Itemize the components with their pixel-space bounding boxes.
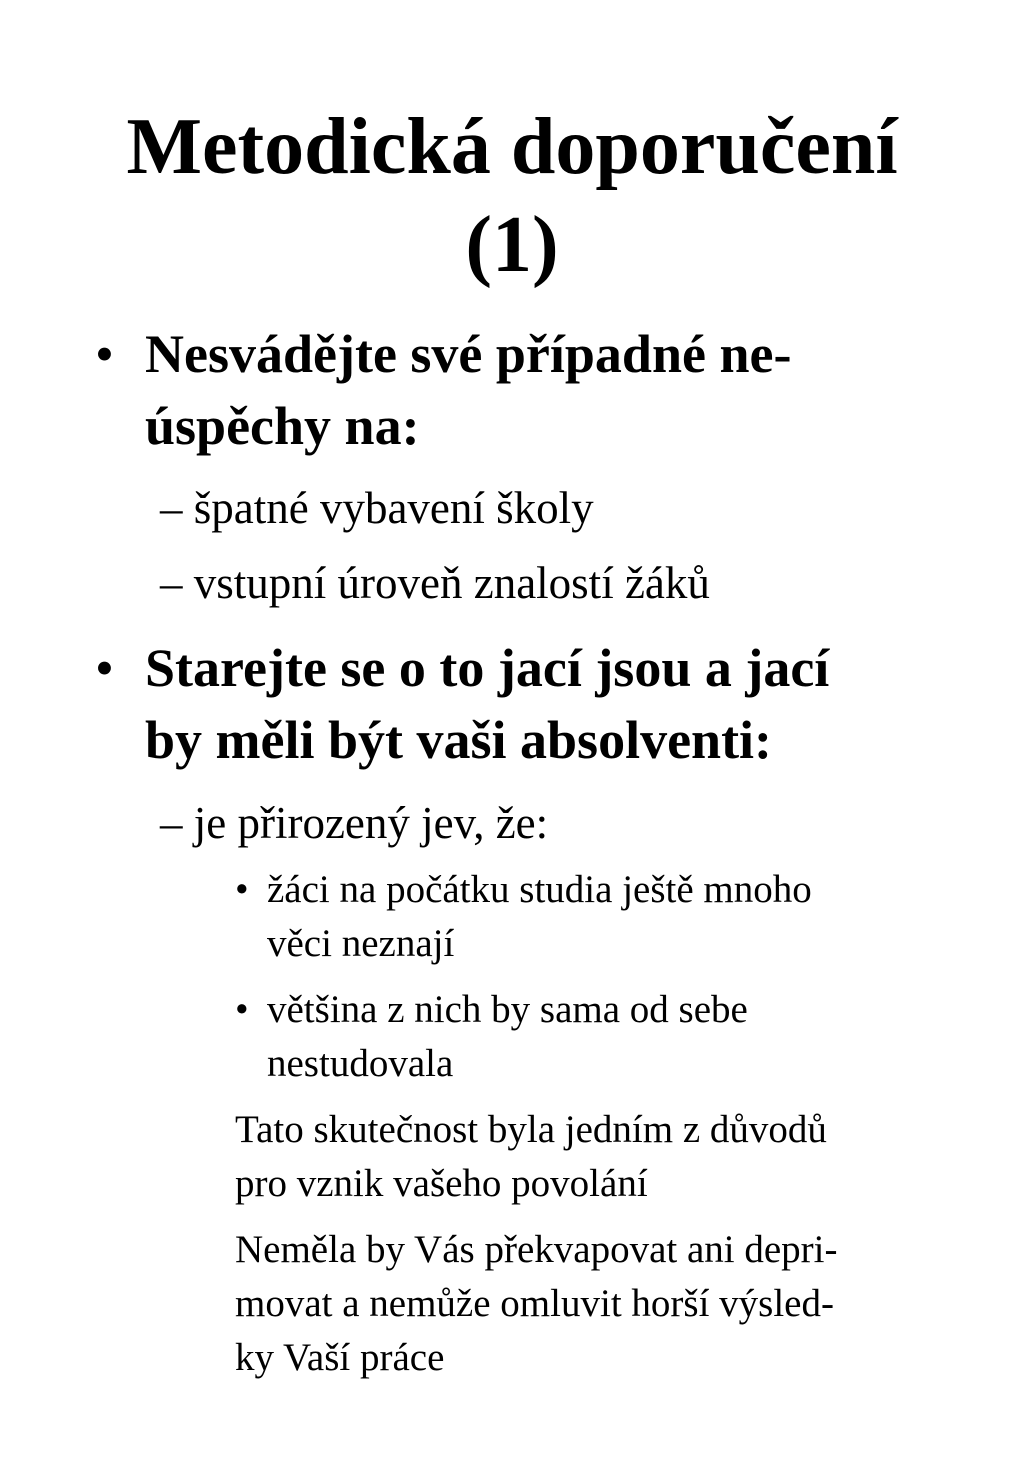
paragraph-2-line-2: movat a nemůže omluvit horší výsled- — [235, 1282, 834, 1325]
sub-item-1-1: – špatné vybavení školy — [160, 483, 594, 533]
sub-sub-item-2-line-2: nestudovala — [267, 1042, 454, 1085]
bullet-item-1-line-2: úspěchy na: — [145, 396, 420, 456]
bullet-item-2-line-2: by měli být vaši absolventi: — [145, 710, 773, 770]
bullet-icon: • — [95, 638, 114, 698]
sub-sub-item-1-line-2: věci neznají — [267, 922, 455, 965]
bullet-item-2 — [95, 632, 945, 776]
sub-sub-item-2 — [235, 983, 995, 1091]
bullet-item-1-line-1: Nesvádějte své případné ne- — [145, 324, 792, 384]
bullet-item-2-line-1: Starejte se o to jací jsou a jací — [145, 638, 830, 698]
sub-sub-item-1-line-1: žáci na počátku studia ještě mnoho — [267, 868, 812, 911]
bullet-icon: • — [235, 868, 249, 911]
paragraph-1-line-2: pro vznik vašeho povolání — [235, 1162, 648, 1205]
slide-title-line-2: (1) — [465, 201, 559, 289]
sub-item-1-2: – vstupní úroveň znalostí žáků — [160, 558, 710, 608]
bullet-item-1 — [95, 318, 945, 462]
slide-title-line-1: Metodická doporučení — [126, 103, 898, 191]
paragraph-1 — [235, 1103, 995, 1211]
slide-title — [0, 98, 1024, 294]
sub-sub-item-1 — [235, 863, 995, 971]
paragraph-1-line-1: Tato skutečnost byla jedním z důvodů — [235, 1108, 827, 1151]
bullet-icon: • — [95, 324, 114, 384]
sub-item-2-1: – je přirozený jev, že: — [160, 798, 549, 848]
bullet-icon: • — [235, 988, 249, 1031]
paragraph-2-line-3: ky Vaší práce — [235, 1336, 445, 1379]
paragraph-2 — [235, 1223, 995, 1385]
paragraph-2-line-1: Neměla by Vás překvapovat ani depri- — [235, 1228, 838, 1271]
sub-sub-item-2-line-1: většina z nich by sama od sebe — [267, 988, 748, 1031]
